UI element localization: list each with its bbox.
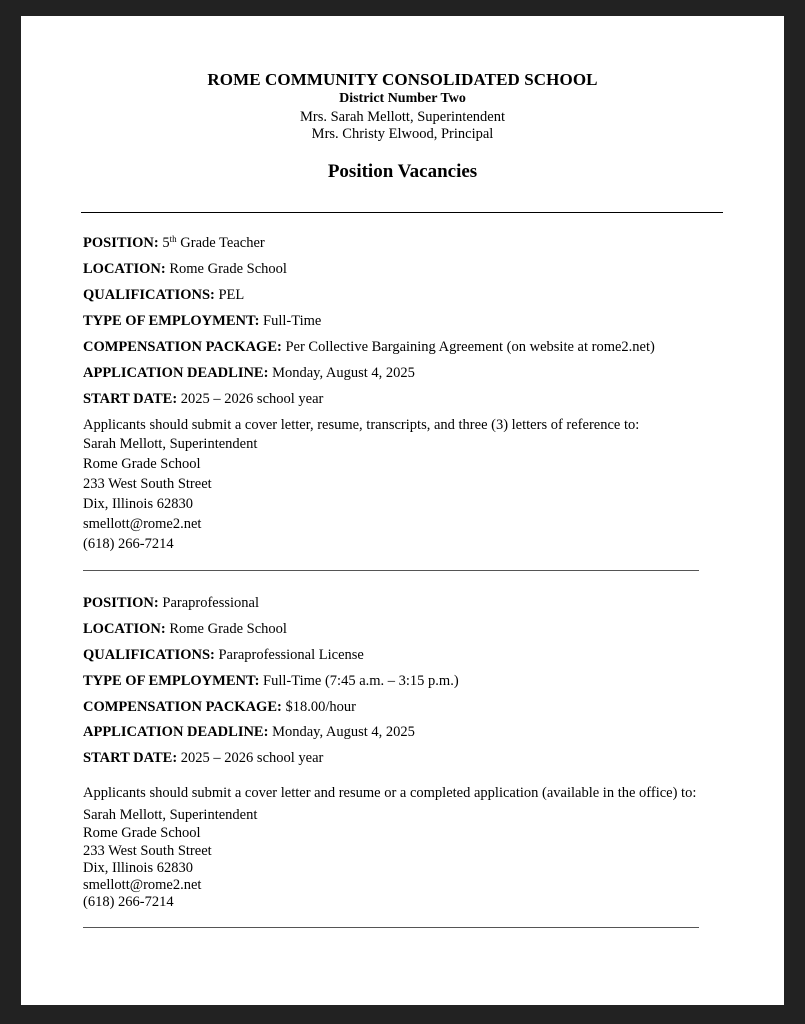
- v1-separator: [83, 570, 699, 571]
- v1-qualifications: QUALIFICATIONS: PEL: [83, 287, 245, 303]
- v1-instructions: Applicants should submit a cover letter, resume, transcripts, and three (3) letters of reference to:: [83, 417, 640, 433]
- v2-compensation: COMPENSATION PACKAGE: $18.00/hour: [83, 699, 356, 715]
- v2-separator: [83, 927, 699, 928]
- v2-contact-city: Dix, Illinois 62830: [83, 860, 193, 876]
- v2-contact-street: 233 West South Street: [83, 843, 212, 859]
- v2-employment: TYPE OF EMPLOYMENT: Full-Time (7:45 a.m. – 3:15 p.m.): [83, 673, 459, 689]
- v1-employment: TYPE OF EMPLOYMENT: Full-Time: [83, 313, 322, 329]
- v2-position: POSITION: Paraprofessional: [83, 595, 260, 611]
- v1-contact-phone: (618) 266-7214: [83, 536, 174, 552]
- v2-contact-school: Rome Grade School: [83, 825, 201, 841]
- v1-start-date: START DATE: 2025 – 2026 school year: [83, 391, 324, 407]
- v2-location: LOCATION: Rome Grade School: [83, 621, 287, 637]
- district-name: District Number Two: [339, 91, 466, 106]
- v2-contact-phone: (618) 266-7214: [83, 894, 174, 910]
- v1-deadline: APPLICATION DEADLINE: Monday, August 4, 2025: [83, 365, 415, 381]
- v1-contact-school: Rome Grade School: [83, 456, 201, 472]
- v1-contact-street: 233 West South Street: [83, 476, 212, 492]
- v2-contact-email: smellott@rome2.net: [83, 877, 202, 893]
- header-divider: [81, 212, 723, 213]
- page-title: Position Vacancies: [327, 161, 478, 182]
- v1-contact-city: Dix, Illinois 62830: [83, 496, 193, 512]
- v2-deadline: APPLICATION DEADLINE: Monday, August 4, 2025: [83, 724, 415, 740]
- v1-position: POSITION: 5th Grade Teacher: [83, 234, 265, 251]
- document-page: [21, 16, 784, 1005]
- school-name: ROME COMMUNITY CONSOLIDATED SCHOOL: [207, 70, 598, 89]
- v2-instructions: Applicants should submit a cover letter and resume or a completed application (available in the office) to:: [83, 785, 697, 801]
- v2-qualifications: QUALIFICATIONS: Paraprofessional License: [83, 647, 364, 663]
- v1-contact-email: smellott@rome2.net: [83, 516, 202, 532]
- v1-compensation: COMPENSATION PACKAGE: Per Collective Bargaining Agreement (on website at rome2.net): [83, 339, 655, 355]
- v2-start-date: START DATE: 2025 – 2026 school year: [83, 750, 324, 766]
- superintendent-line: Mrs. Sarah Mellott, Superintendent: [300, 109, 505, 125]
- v1-contact-name: Sarah Mellott, Superintendent: [83, 436, 258, 452]
- v1-location: LOCATION: Rome Grade School: [83, 261, 287, 277]
- v2-contact-name: Sarah Mellott, Superintendent: [83, 807, 258, 823]
- principal-line: Mrs. Christy Elwood, Principal: [311, 126, 494, 142]
